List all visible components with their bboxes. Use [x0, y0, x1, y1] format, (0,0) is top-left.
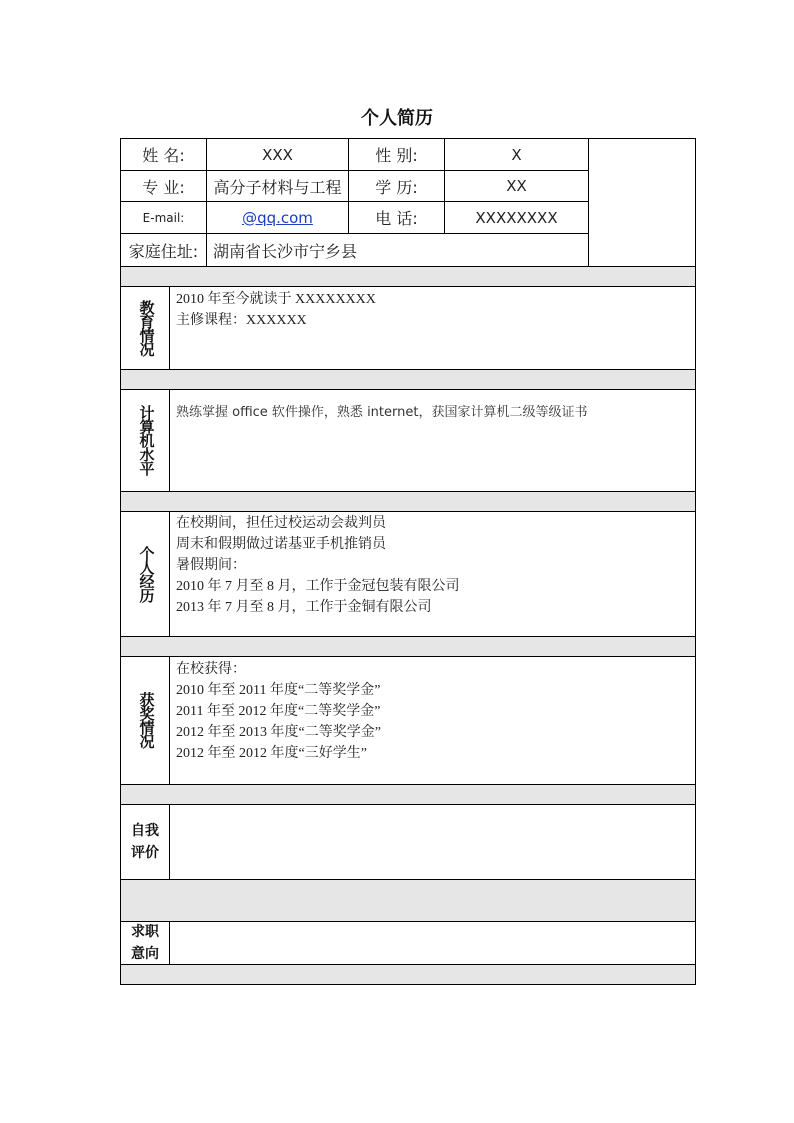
grid-line	[121, 286, 695, 287]
awards-content	[176, 659, 381, 764]
self-eval-label-line: 评价	[131, 844, 159, 861]
gender-label: 性 别:	[375, 146, 418, 165]
grid-line	[169, 656, 170, 784]
awards-line: 2010 年至 2011 年度“二等奖学金”	[176, 683, 381, 698]
grid-line	[121, 804, 695, 805]
awards-line: 在校获得：	[176, 662, 246, 677]
awards-line: 2012 年至 2012 年度“三好学生”	[176, 746, 367, 761]
separator-band	[121, 369, 695, 389]
computer-content	[176, 402, 587, 423]
grid-line	[121, 964, 695, 965]
experience-line: 在校期间，担任过校运动会裁判员	[176, 516, 386, 531]
resume-table	[120, 138, 696, 985]
email-label: E-mail:	[142, 210, 185, 225]
self-eval-label-line: 自我	[131, 822, 159, 839]
experience-line: 周末和假期做过诺基亚手机推销员	[176, 537, 386, 552]
grid-line	[121, 636, 695, 637]
separator-band	[121, 266, 695, 286]
grid-line	[121, 389, 695, 390]
grid-line	[169, 921, 170, 964]
phone-label: 电 话:	[375, 209, 418, 228]
email-link[interactable]: @qq.com	[242, 208, 313, 227]
grid-line	[121, 369, 695, 370]
email-cell	[207, 202, 348, 233]
grid-line	[121, 921, 695, 922]
self-eval-label	[121, 804, 169, 879]
computer-label: 计算机水平	[137, 405, 154, 475]
experience-line: 2010 年 7 月至 8 月，工作于金冠包装有限公司	[176, 579, 460, 594]
experience-label: 个人经历	[137, 545, 154, 602]
grid-line	[121, 491, 695, 492]
photo-placeholder	[589, 139, 695, 266]
grid-line	[121, 656, 695, 657]
experience-line: 暑假期间：	[176, 558, 246, 573]
grid-line	[121, 511, 695, 512]
education-line: 主修课程：XXXXXX	[176, 313, 307, 328]
awards-label: 获奖情况	[137, 692, 154, 748]
separator-band	[121, 491, 695, 511]
degree-label: 学 历:	[375, 177, 418, 197]
computer-line: 熟练掌握 office 软件操作，熟悉 internet，获国家计算机二级等级证书	[176, 405, 588, 420]
grid-line	[169, 511, 170, 636]
education-label: 教育情况	[137, 299, 154, 356]
page-title: 个人简历	[361, 108, 433, 129]
separator-band	[121, 784, 695, 804]
awards-line: 2012 年至 2013 年度“二等奖学金”	[176, 725, 381, 740]
education-line: 2010 年至今就读于 XXXXXXXX	[176, 292, 376, 307]
grid-line	[169, 389, 170, 491]
grid-line	[121, 879, 695, 880]
separator-band	[121, 964, 695, 984]
phone-value: XXXXXXXX	[475, 208, 558, 227]
major-label: 专 业:	[142, 177, 185, 197]
separator-band	[121, 879, 695, 921]
separator-band	[121, 636, 695, 656]
experience-line: 2013 年 7 月至 8 月，工作于金铜有限公司	[176, 600, 432, 615]
job-intent-label-line: 意向	[131, 945, 159, 962]
grid-line	[121, 266, 695, 267]
experience-content	[176, 513, 460, 618]
major-value: 高分子材料与工程	[213, 177, 342, 197]
job-intent-label	[121, 921, 169, 964]
name-label: 姓 名:	[142, 146, 185, 165]
name-value: XXX	[262, 145, 293, 164]
grid-line	[169, 804, 170, 879]
grid-line	[121, 784, 695, 785]
address-value: 湖南省长沙市宁乡县	[213, 241, 358, 261]
awards-line: 2011 年至 2012 年度“二等奖学金”	[176, 704, 381, 719]
job-intent-label-line: 求职	[131, 923, 159, 940]
gender-value: X	[511, 145, 522, 164]
grid-line	[169, 286, 170, 369]
degree-value: XX	[506, 177, 527, 195]
address-label: 家庭住址:	[128, 241, 199, 261]
education-content	[176, 289, 376, 331]
